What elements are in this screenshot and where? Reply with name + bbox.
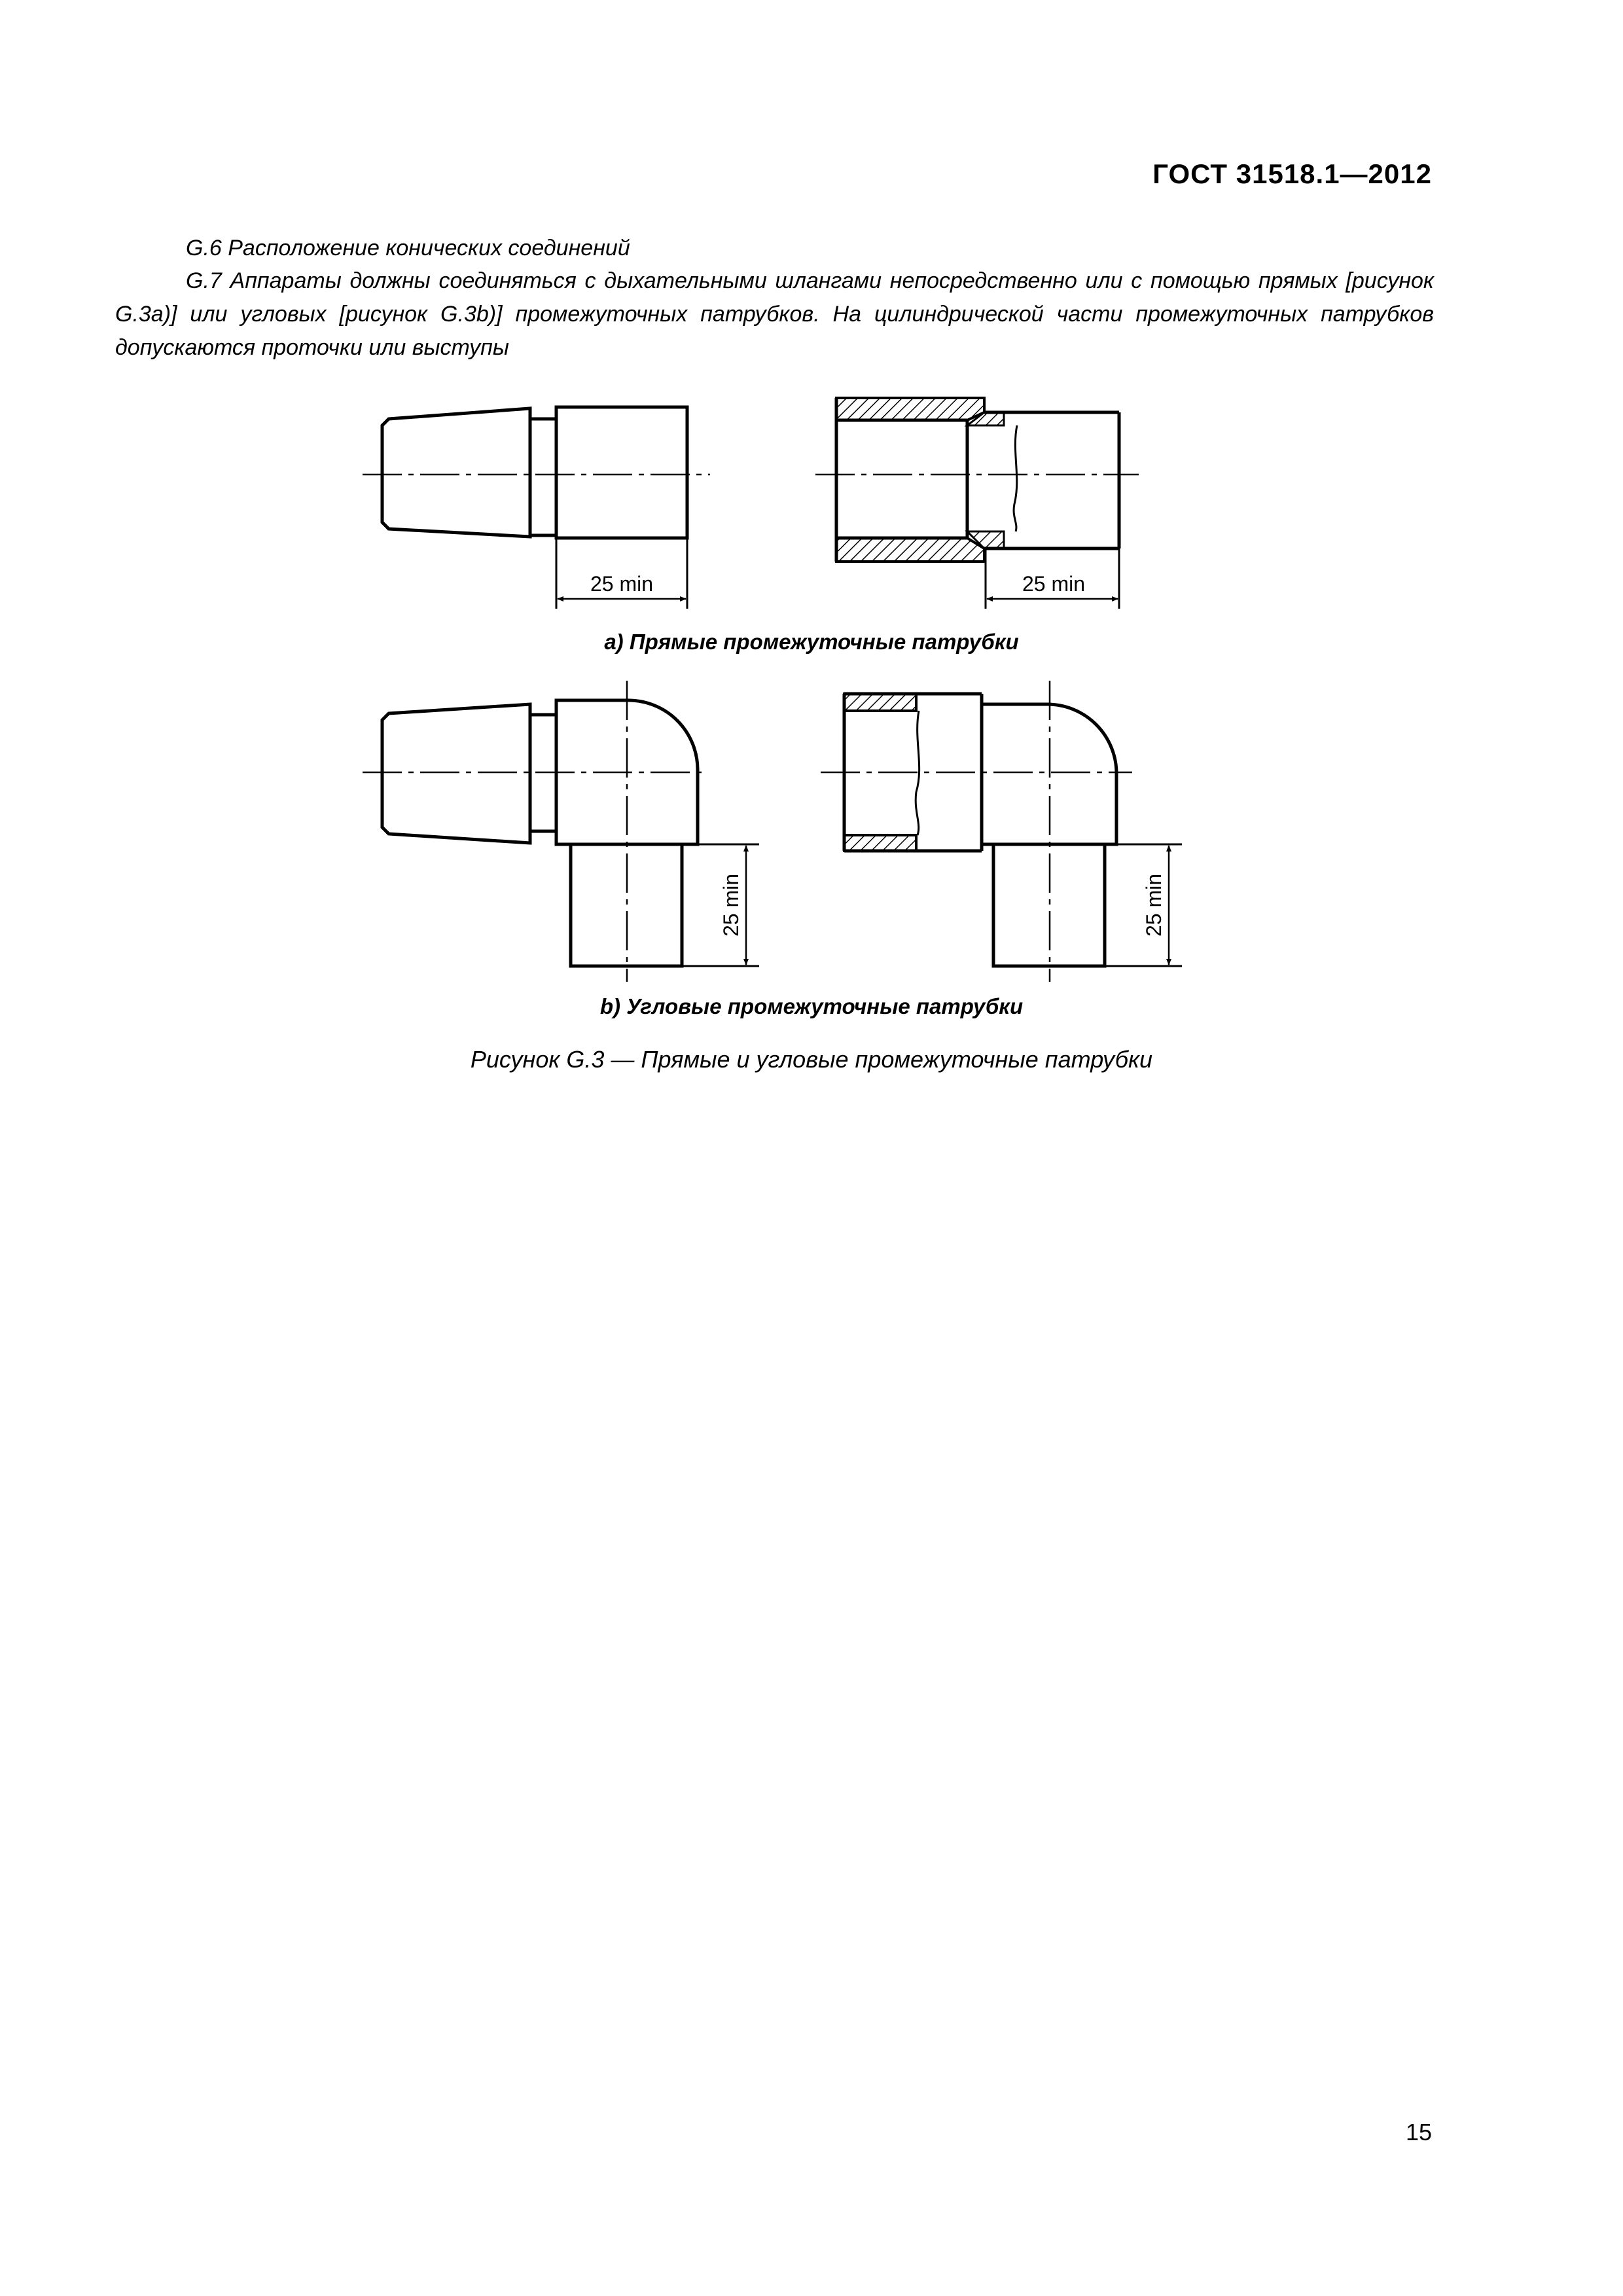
page-number: 15 <box>1405 2119 1432 2145</box>
paragraph-g6: G.6 Расположение конических соединений <box>186 236 630 260</box>
elbow-connector-socket <box>844 694 1116 966</box>
dimension-label: 25 min <box>719 873 743 937</box>
figure-caption-b: b) Угловые промежуточные патрубки <box>599 994 1024 1018</box>
figure-caption-a: a) Прямые промежуточные патрубки <box>604 630 1019 654</box>
dimension-label: 25 min <box>590 572 654 596</box>
elbow-connector-cone <box>382 700 698 966</box>
paragraph-g7: G.7 Аппараты должны соединяться с дыхательными шлангами непосредственно или с помощью прямых [рисунок G.3a)] или угловых [рисунок G.3b)] промежуточных патрубков. На цилиндрической части промежуточных патрубков допускаются проточки или выступы <box>115 268 1434 360</box>
dimension-label: 25 min <box>1022 572 1086 596</box>
dimension-label: 25 min <box>1142 873 1166 937</box>
document-header: ГОСТ 31518.1—2012 <box>1152 158 1432 189</box>
figure-title: Рисунок G.3 — Прямые и угловые промежуточные патрубки <box>470 1046 1153 1073</box>
